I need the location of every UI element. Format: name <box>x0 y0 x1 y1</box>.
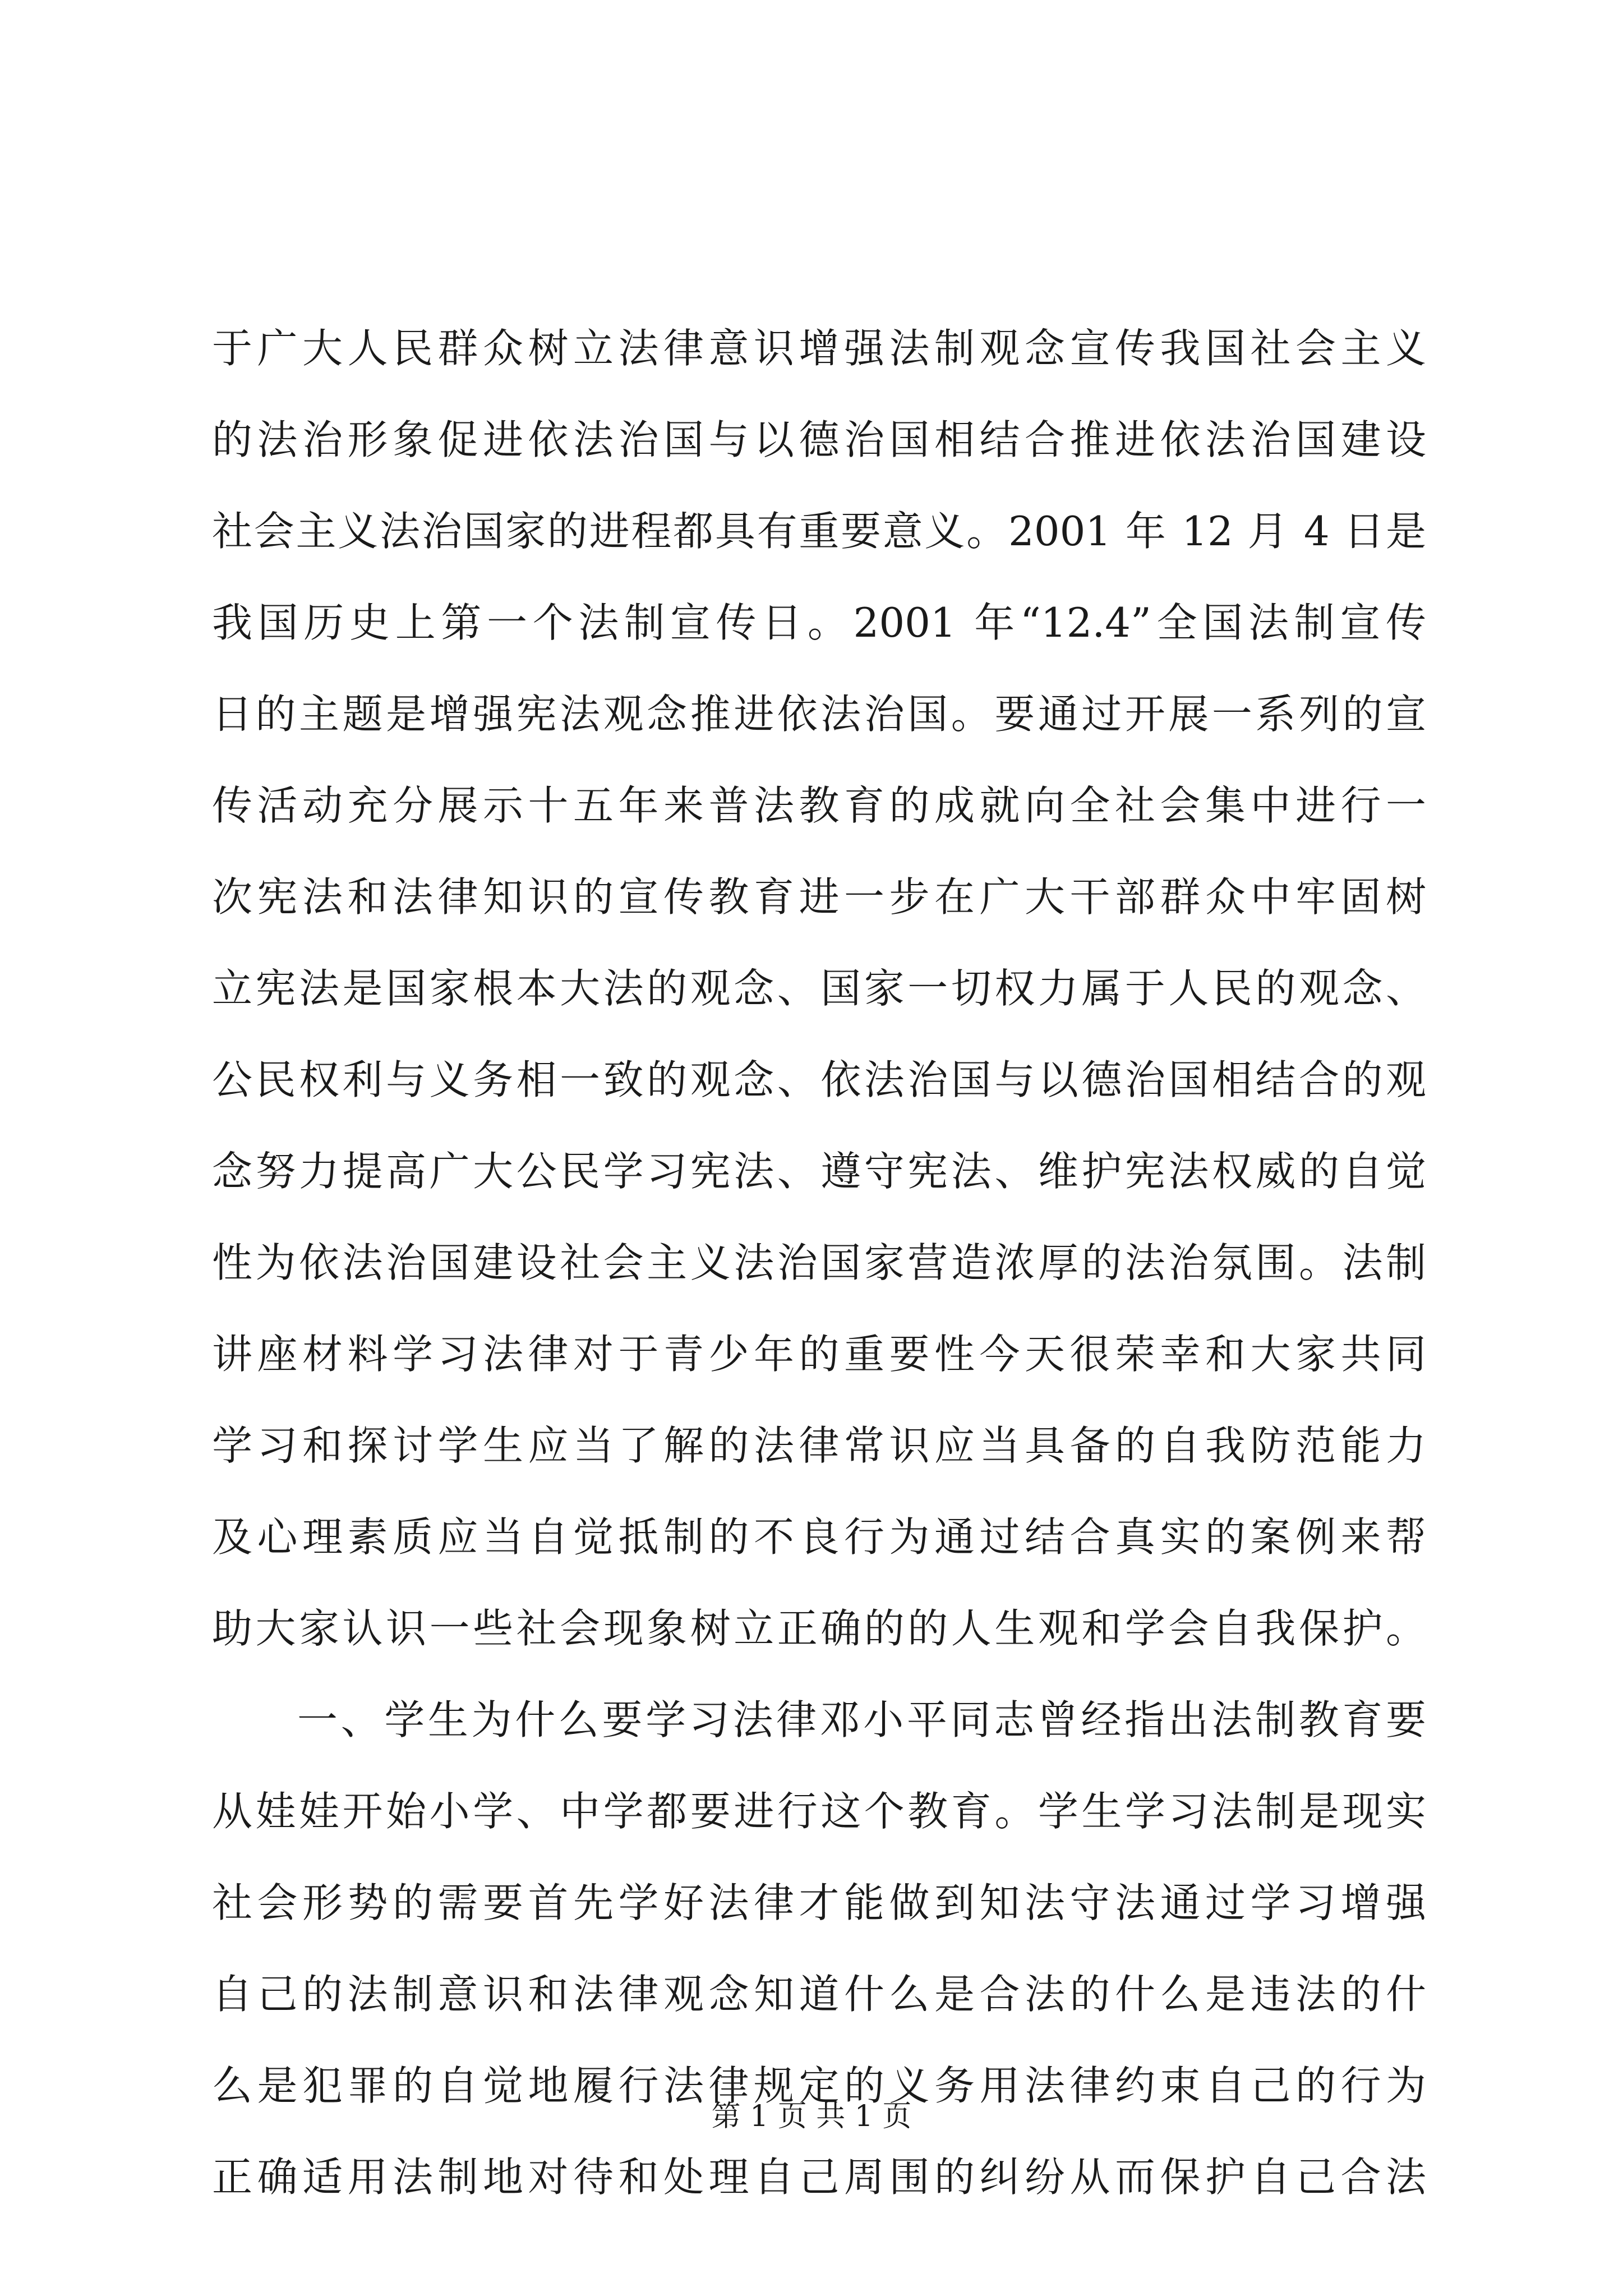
text-line: 学习和探讨学生应当了解的法律常识应当具备的自我防范能力 <box>212 1422 1426 1469</box>
text-line: 于广大人民群众树立法律意识增强法制观念宣传我国社会主义 <box>212 325 1426 372</box>
text-line: 立宪法是国家根本大法的观念、国家一切权力属于人民的观念、 <box>212 965 1426 1012</box>
page-footer: 第 1 页 共 1 页 <box>711 2100 912 2133</box>
text-line: 一、学生为什么要学习法律邓小平同志曾经指出法制教育要 <box>297 1696 1426 1743</box>
text-line: 念努力提高广大公民学习宪法、遵守宪法、维护宪法权威的自觉 <box>212 1148 1426 1195</box>
text-line: 正确适用法制地对待和处理自己周围的纠纷从而保护自己合法 <box>212 2154 1426 2201</box>
text-line: 次宪法和法律知识的宣传教育进一步在广大干部群众中牢固树 <box>212 873 1426 921</box>
text-line: 传活动充分展示十五年来普法教育的成就向全社会集中进行一 <box>212 782 1426 829</box>
text-line: 公民权利与义务相一致的观念、依法治国与以德治国相结合的观 <box>212 1056 1426 1103</box>
text-line: 么是犯罪的自觉地履行法律规定的义务用法律约束自己的行为 <box>212 2062 1426 2109</box>
text-line: 助大家认识一些社会现象树立正确的的人生观和学会自我保护。 <box>212 1605 1426 1652</box>
text-line: 及心理素质应当自觉抵制的不良行为通过结合真实的案例来帮 <box>212 1513 1426 1561</box>
text-line: 讲座材料学习法律对于青少年的重要性今天很荣幸和大家共同 <box>212 1331 1426 1378</box>
document-body <box>212 303 1426 2223</box>
text-line: 的法治形象促进依法治国与以德治国相结合推进依法治国建设 <box>212 416 1426 463</box>
text-line: 社会主义法治国家的进程都具有重要意义。2001 年 12 月 4 日是 <box>212 508 1426 555</box>
text-line: 自己的法制意识和法律观念知道什么是合法的什么是违法的什 <box>212 1971 1426 2018</box>
text-line: 从娃娃开始小学、中学都要进行这个教育。学生学习法制是现实 <box>212 1788 1426 1835</box>
text-line: 社会形势的需要首先学好法律才能做到知法守法通过学习增强 <box>212 1879 1426 1926</box>
text-line: 日的主题是增强宪法观念推进依法治国。要通过开展一系列的宣 <box>212 691 1426 738</box>
text-line: 性为依法治国建设社会主义法治国家营造浓厚的法治氛围。法制 <box>212 1239 1426 1286</box>
text-line: 我国历史上第一个法制宣传日。2001 年“12.4”全国法制宣传 <box>212 599 1426 646</box>
